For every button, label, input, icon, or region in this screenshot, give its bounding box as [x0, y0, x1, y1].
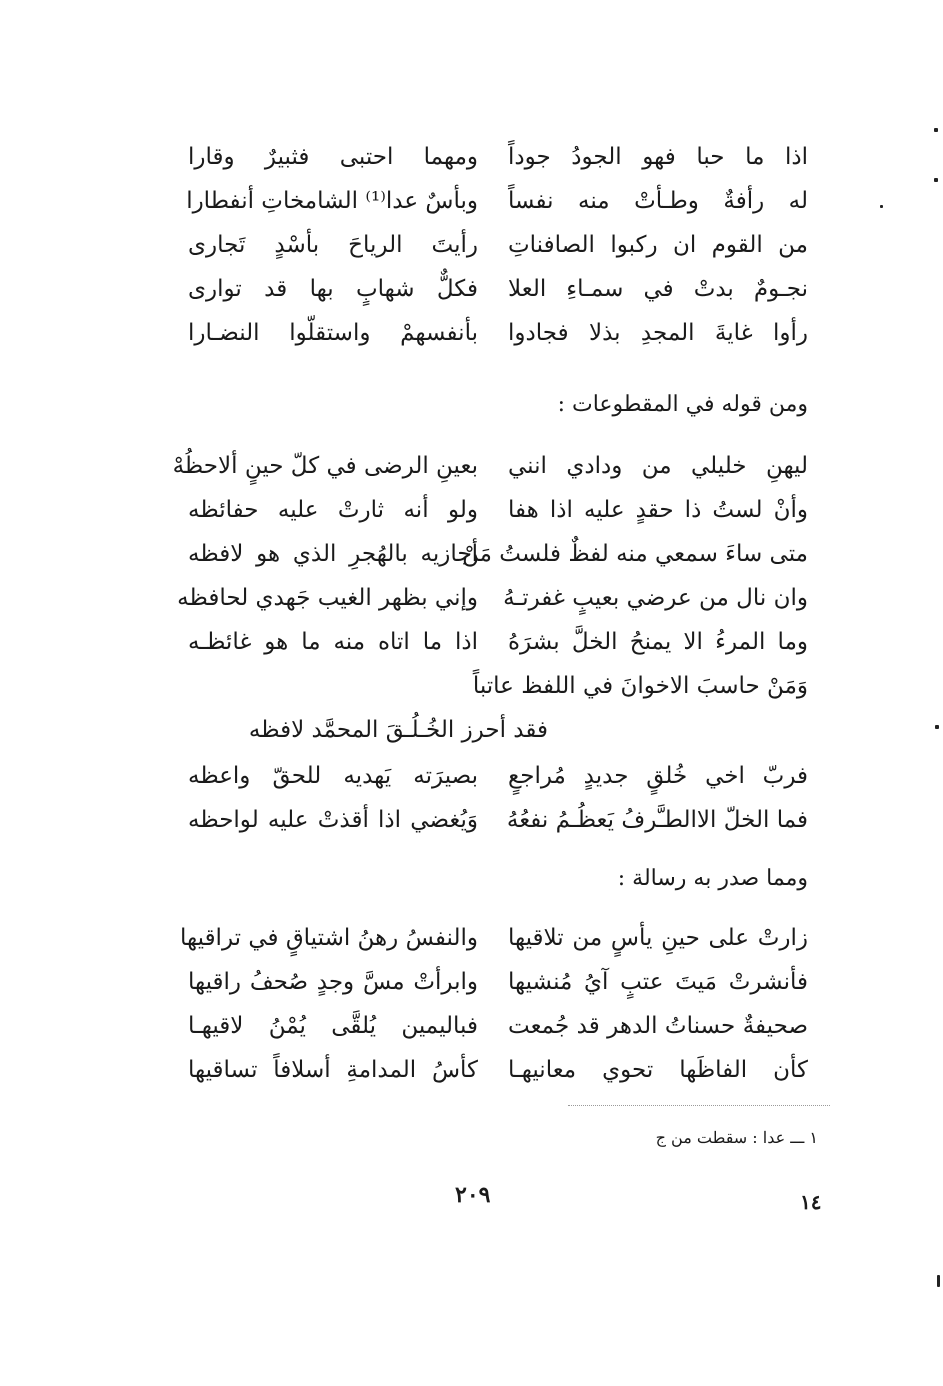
verse — [188, 622, 808, 662]
verse — [188, 137, 808, 177]
first-hemistich: ليهنِ خليلي من ودادي انني — [508, 453, 808, 479]
second-hemistich: اذا ما اتاه منه ما هو غائظـه — [188, 629, 478, 655]
first-hemistich: وان نال من عرضي بعيبٍ غفرتـهُ — [503, 585, 808, 611]
first-hemistich: وأنْ لستُ ذا حقدٍ عليه اذا هفا — [508, 497, 808, 523]
second-hemistich: فباليمين يُلقَّى يُمْنُ لاقيهـا — [188, 1013, 478, 1039]
scan-speck — [880, 205, 883, 208]
second-hemistich: وبأسٌ عدا⁽¹⁾ الشامخاتِ أنفطارا — [186, 188, 478, 214]
first-hemistich: فأنشرتْ مَيتَ عتبٍ آيُ مُنشيها — [508, 969, 808, 995]
second-hemistich: بصيرَته يَهديه للحقّ واعظه — [188, 763, 478, 789]
verse — [188, 490, 808, 530]
verse — [172, 446, 808, 486]
first-hemistich: نجـومٌ بدتْ في سمـاءِ العلا — [508, 276, 808, 302]
first-hemistich: له رأفةٌ وطـأتْ منه نفساً — [508, 188, 808, 214]
first-hemistich: فربّ اخي خُلقٍ جديدٍ مُراجعٍ — [508, 763, 808, 789]
footnote: ١ ـــ عدا : سقطت من ج — [655, 1128, 818, 1147]
second-hemistich: أجازيه بالهُجرِ الذي هو لافظه — [188, 541, 478, 567]
verse — [180, 918, 808, 958]
first-hemistich: كأن الفاظَها تحوي معانيهـا — [508, 1057, 808, 1083]
page-number: ٢٠٩ — [455, 1182, 491, 1208]
enjambed-first-line: وَمَنْ حاسبَ الاخوانَ في اللفظ عاتباً — [472, 673, 808, 699]
second-hemistich: وَيُغضي اذا أقذتْ عليه لواحظه — [188, 807, 478, 833]
verse — [188, 269, 808, 309]
second-hemistich: وابرأتْ مسَّ وجدٍ صُحفُ راقيها — [188, 969, 478, 995]
second-hemistich: فكلٌّ شهابٍ بها قد توارى — [188, 276, 478, 302]
verse — [188, 962, 808, 1002]
verse — [188, 313, 808, 353]
verse — [177, 578, 808, 618]
footnote-separator — [568, 1105, 830, 1106]
verse — [188, 181, 808, 221]
scan-speck — [935, 725, 939, 729]
second-hemistich: كأسُ المدامةِ أسلافاً تساقيها — [188, 1057, 478, 1083]
first-hemistich: رأوا غايةَ المجدِ بذلا فجادوا — [508, 320, 808, 346]
first-hemistich: اذا ما حبا فهو الجودُ جوداً — [508, 144, 808, 170]
verse — [188, 534, 808, 574]
verse — [188, 1050, 808, 1090]
first-hemistich: صحيفةٌ حسناتُ الدهر قد جُمعت — [508, 1013, 808, 1039]
second-hemistich: وإني بظهر الغيب جَهدي لحافظه — [177, 585, 478, 611]
section-heading: ومما صدر به رسالة : — [617, 866, 808, 891]
second-hemistich: ولو أنه ثارتْ عليه حفائظه — [188, 497, 478, 523]
first-hemistich: فما الخلّ الاالطـَّرفُ يَعظُـمُ نفعُهُ — [506, 807, 808, 833]
first-hemistich: زارتْ على حينِ يأسٍ من تلاقيها — [508, 925, 808, 951]
second-hemistich: بعينِ الرضى في كلّ حينٍ ألاحظُهْ — [172, 453, 478, 479]
second-hemistich: بأنفسهمْ واستقلّوا النضـارا — [188, 320, 478, 346]
verse — [188, 1006, 808, 1046]
first-hemistich: وما المرءُ الا يمنحُ الخلَّ بشرَهُ — [508, 629, 808, 655]
signature-mark: ١٤ — [800, 1190, 822, 1214]
enjambed-second-line: فقد أحرز الخُـلُـقَ المحمَّد لافظه — [248, 717, 548, 743]
verse — [188, 756, 808, 796]
first-hemistich: من القوم ان ركبوا الصافناتِ — [508, 232, 808, 258]
section-heading: ومن قوله في المقطوعات : — [557, 392, 808, 417]
scan-speck — [937, 1275, 940, 1287]
verse — [188, 225, 808, 265]
scan-speck — [934, 128, 938, 132]
scan-speck — [934, 178, 938, 182]
first-hemistich: متى ساءَ سمعي منه لفظٌ فلستُ مَنْ — [462, 541, 808, 567]
verse — [188, 800, 808, 840]
second-hemistich: رأيتَ الرياحَ بأسْدٍ تَجارى — [188, 232, 478, 258]
second-hemistich: والنفسُ رهنُ اشتياقٍ في تراقيها — [180, 925, 478, 951]
second-hemistich: ومهما احتبى فثبيرٌ وقارا — [188, 144, 478, 170]
